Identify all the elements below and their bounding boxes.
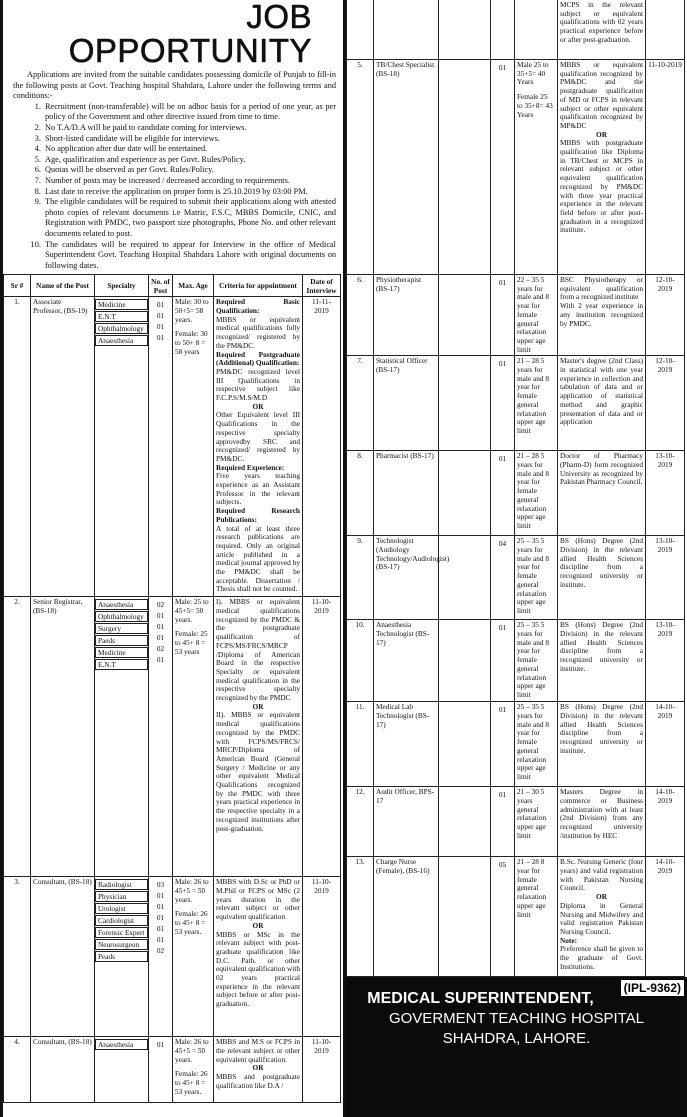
interview-date: 11-11-2019 xyxy=(303,297,341,597)
posts-cell xyxy=(149,1037,173,1103)
column-header: Max. Age xyxy=(173,275,214,297)
specialty-item: Neurosurgeon xyxy=(95,939,148,950)
column-header: Criteria for appointment xyxy=(214,275,303,297)
specialty-cell xyxy=(439,857,491,977)
criteria-cell xyxy=(558,275,646,356)
column-header: Sr # xyxy=(4,275,31,297)
criteria-text: Masters Degree in commerce or Business administration with at least (2nd Division) from any recognized university /institution by HEC xyxy=(560,787,643,840)
page-title: JOB OPPORTUNITY xyxy=(68,0,312,69)
post-name: Consultant, (BS-18) xyxy=(31,877,95,1037)
specialty-cell xyxy=(439,536,491,620)
age-text: Female: 26 to 45+ 8 = 53 years. xyxy=(175,1069,208,1096)
max-age-cell xyxy=(515,60,558,275)
empty-cell xyxy=(515,0,558,60)
table-row xyxy=(347,60,685,275)
serial-number: 13. xyxy=(347,857,374,977)
age-text: Male: 26 to 45+5 = 50 years. xyxy=(175,1037,209,1064)
table-row xyxy=(4,597,341,877)
post-name: Audit Officer, BPS-17 xyxy=(374,787,439,857)
specialty-item: Ophthalmology xyxy=(95,323,148,334)
interview-date: 14-10-2019 xyxy=(646,857,685,977)
specialty-item: Medicine xyxy=(95,299,148,310)
column-header: Specialty xyxy=(95,275,149,297)
condition-item: 7. Number of posts may be increased / decreased according to requirements. xyxy=(43,176,336,187)
post-count: 01 xyxy=(156,913,165,923)
post-count: 02 xyxy=(156,946,165,956)
specialty-cell xyxy=(95,597,149,877)
criteria-cell xyxy=(558,536,646,620)
criteria-text: BSC Physiotherapy or equivalent qualification from a recognized institute xyxy=(560,275,643,302)
criteria-text: MBBS and M.S or FCPS in the relevant subject or other equivalent qualification. xyxy=(216,1037,300,1064)
post-name: Medical Lab Technologist (BS-17) xyxy=(374,702,439,787)
right-column xyxy=(343,0,684,1117)
criteria-cell xyxy=(558,60,646,275)
specialty-item: Radiologist xyxy=(95,879,148,890)
post-name: Anaesthesia Technologist (BS-17) xyxy=(374,620,439,702)
specialty-cell xyxy=(95,1037,149,1103)
table-row xyxy=(4,877,341,1037)
serial-number: 7. xyxy=(347,356,374,451)
post-name: Statistical Officer (BS-17) xyxy=(374,356,439,451)
criteria-text: BS (Hons) Degree (2nd Division) in the relevant allied Health Sciences discipline from a recognized university or institute. xyxy=(560,702,643,755)
post-count: 01 xyxy=(156,924,165,934)
table-row xyxy=(347,536,685,620)
age-text: Male: 25 to 45+5= 50 years. xyxy=(175,597,209,624)
post-count: 01 xyxy=(156,311,165,321)
interview-date: 11-10-2019 xyxy=(303,877,341,1037)
specialty-cell xyxy=(95,297,149,597)
condition-item: 3. Short-listed candidate will be eligible for interviews. xyxy=(43,134,336,145)
post-count: 01 xyxy=(156,333,165,343)
criteria-text: II). MBBS or equivalent medical qualifications recognized by the PMDC with FCPS/MS/FRCS/ MRCP/Diploma of American Board (General Surgery / Medicine or any other equivalent Medical Qualifications recognized by the PMDC with three years practical experience in the respective specialty in a recognized institutions after post-graduation. xyxy=(216,710,300,833)
age-text: 25 – 35 5 years for male and 8 year for female general relaxation upper age limit xyxy=(517,536,550,615)
max-age-cell xyxy=(515,702,558,787)
interview-date: 13-10-2019 xyxy=(646,536,685,620)
criteria-cell xyxy=(558,0,646,60)
interview-date: 11-10-2019 xyxy=(303,597,341,877)
criteria-text: OR xyxy=(252,920,264,930)
column-header: Name of the Post xyxy=(31,275,95,297)
posts-cell xyxy=(491,60,515,275)
specialty-cell xyxy=(95,877,149,1037)
max-age-cell xyxy=(173,597,214,877)
specialty-item: Forensic Expert xyxy=(95,927,148,938)
post-count: 01 xyxy=(156,300,165,310)
age-text: Male 25 to 35+5= 40 Years xyxy=(517,60,549,87)
specialty-cell xyxy=(439,356,491,451)
post-count: 04 xyxy=(498,539,507,549)
serial-number: 9. xyxy=(347,536,374,620)
table-row xyxy=(347,275,685,356)
posts-cell xyxy=(491,275,515,356)
criteria-text: MBBS with D.Sc or PhD or M.Phil or FCPS or MSc (2 years duration in the relevant subject or other equivalent qualification xyxy=(216,877,300,922)
specialty-item: Surgery xyxy=(95,623,148,634)
post-name: Consultant, (BS-18) xyxy=(31,1037,95,1103)
footer-signature-block xyxy=(346,977,687,1117)
post-name: Charge Nurse (Female), (BS-16) xyxy=(374,857,439,977)
post-count: 05 xyxy=(498,860,507,870)
age-text: 21 – 30 5 years general relaxation upper age limit xyxy=(517,787,547,840)
serial-number: 4. xyxy=(4,1037,31,1103)
age-text: Female: 26 to 45+ 8 = 53 years. xyxy=(175,909,208,936)
specialty-item: Medicine xyxy=(95,647,148,658)
max-age-cell xyxy=(515,275,558,356)
post-count: 01 xyxy=(156,902,165,912)
age-text: 21 – 28 5 years for male and 8 year for female general relaxation upper age limit xyxy=(517,451,550,530)
left-column xyxy=(0,0,340,1117)
criteria-text: BS (Hons) Degree (2nd Division) in the relevant allied Health Sciences discipline from a recognized university or institute. xyxy=(560,620,643,673)
post-count: 01 xyxy=(498,454,507,464)
footer-hospital: GOVERMENT TEACHING HOSPITAL xyxy=(388,1010,645,1028)
post-count: 03 xyxy=(156,880,165,890)
serial-number: 10. xyxy=(347,620,374,702)
posts-cell xyxy=(491,620,515,702)
criteria-cell xyxy=(214,877,303,1037)
criteria-text: Preference shall be given to the graduate of Govt. Institutions. xyxy=(560,944,643,971)
table-row xyxy=(347,356,685,451)
condition-item: 10. The candidates will be required to appear for Interview in the office of Medical Superintendent Govt. Teaching Hospital Shahdara Lahore with original documents on following dates. xyxy=(43,240,336,272)
interview-date: 13-10-2019 xyxy=(646,451,685,536)
serial-number: 2. xyxy=(4,597,31,877)
criteria-cell xyxy=(214,297,303,597)
condition-item: 1. Recruitment (non-transferable) will be on adhoc basis for a period of one year, as per policy of the Government and other directive issued from time to time. xyxy=(43,102,336,123)
criteria-text: Other Equivalent level III Qualifications in the respective specialty approvedby SRC and recognized/ registered by PM&DC. xyxy=(216,410,300,463)
condition-item: 8. Last date to receive the application on proper form is 25.10.2019 by 03:00 PM. xyxy=(43,187,336,198)
max-age-cell xyxy=(515,451,558,536)
post-count: 02 xyxy=(156,600,165,610)
post-count: 01 xyxy=(156,611,165,621)
condition-item: 4. No application after due date will be entertained. xyxy=(43,144,336,155)
post-count: 01 xyxy=(156,891,165,901)
jobs-table xyxy=(3,274,341,1103)
posts-cell xyxy=(491,356,515,451)
age-text: 22 – 35 5 years for male and 8 year for female general relaxation upper age limit xyxy=(517,275,550,354)
column-header: Date of Interview xyxy=(303,275,341,297)
table-row-continued xyxy=(347,0,685,60)
table-row xyxy=(4,1037,341,1103)
age-text: 21 – 28 8 year for female general relaxation upper age limit xyxy=(517,857,547,919)
post-count: 02 xyxy=(156,644,165,654)
condition-item: 2. No T.A/D.A will be paid to candidate coming for interviews. xyxy=(43,123,336,134)
jobs-table-continued xyxy=(346,0,685,977)
post-name: Pharmacist (BS-17) xyxy=(374,451,439,536)
posts-cell xyxy=(491,536,515,620)
max-age-cell xyxy=(173,297,214,597)
column-header: No. of Post xyxy=(149,275,173,297)
posts-cell xyxy=(491,857,515,977)
criteria-text: MBBS or equivalent medical qualifications fully recognized/ registered by the PM&DC. xyxy=(216,314,300,350)
specialty-cell xyxy=(439,620,491,702)
interview-date: 14-10-2019 xyxy=(646,787,685,857)
criteria-text: MBBS and postgraduate qualification like D.A / xyxy=(216,1072,300,1090)
condition-item: 6. Quotas will be observed as per Govt. Rules/Policy. xyxy=(43,165,336,176)
post-count: 01 xyxy=(498,705,507,715)
specialty-item: Paeds xyxy=(95,635,148,646)
serial-number: 12. xyxy=(347,787,374,857)
criteria-text: A total of at least three research publications are required. Only an original article published in a medical journal approved by the PM&DC shall be acceptable. Dissertation / Thesis shall not be counted. xyxy=(216,523,300,594)
specialty-item: Anaesthesia xyxy=(95,1039,148,1050)
footer-location: SHAHDRA, LAHORE. xyxy=(442,1030,591,1048)
table-row xyxy=(347,857,685,977)
age-text: Female: 25 to 45+ 8 = 53 years xyxy=(175,629,208,656)
specialty-cell xyxy=(439,275,491,356)
specialty-cell xyxy=(439,451,491,536)
criteria-text: OR xyxy=(252,401,264,411)
post-count: 01 xyxy=(498,63,507,72)
intro-text: Applications are invited from the suitable candidates possessing domicile of Punjab to fill-in the following posts at Govt. Teaching hospital Shahdara, Lahore under the following terms and conditions:- xyxy=(13,70,336,101)
serial-number: 5. xyxy=(347,60,374,275)
criteria-text: OR xyxy=(596,892,607,902)
serial-number: 8. xyxy=(347,451,374,536)
posts-cell xyxy=(149,297,173,597)
max-age-cell xyxy=(515,620,558,702)
empty-cell xyxy=(439,0,491,60)
criteria-text: MCPS in the relevant subject or equivalent qualifications with 02 years practical experience before or after post-graduation. xyxy=(560,0,643,44)
post-name: Senior Registrar, (BS-18) xyxy=(31,597,95,877)
serial-number: 1. xyxy=(4,297,31,597)
table-row xyxy=(347,451,685,536)
post-name: Technologist (Audiology Technology/Audiologist) (BS-17) xyxy=(374,536,439,620)
condition-item: 5. Age, qualification and experience as per Govt. Rules/Policy. xyxy=(43,155,336,166)
specialty-item: E.N.T xyxy=(95,311,148,322)
age-text: 25 – 35 5 years for male and 8 year for female general relaxation upper age limit xyxy=(517,620,550,699)
max-age-cell xyxy=(515,787,558,857)
interview-date: 11-10-2019 xyxy=(303,1037,341,1103)
post-count: 01 xyxy=(156,935,165,945)
criteria-text: Doctor of Pharmacy (Pharm-D) form recognized University as recognized by Pakistan Pharmacy Council. xyxy=(560,451,643,487)
criteria-text: MBBS or MSc in the relevant subject with post-graduate qualification like D.C. Path. or other equivalent qualification with 02 years practical experience in the relevant subject before or after post-graduation. xyxy=(216,929,300,1009)
post-name: Associate Professor, (BS-19) xyxy=(31,297,95,597)
criteria-text: Required Postgraduate (Additional) Qualification: xyxy=(216,349,300,368)
specialty-item: Cardiologist xyxy=(95,915,148,926)
post-name: TB/Chest Specialist (BS-18) xyxy=(374,60,439,275)
age-text: Female: 30 to 50+ 8 = 58 years xyxy=(175,329,208,356)
interview-date: 14-10-2019 xyxy=(646,702,685,787)
age-text: 25 – 35 5 years for male and 8 year for female general relaxation upper age limit xyxy=(517,702,550,781)
table-row xyxy=(347,787,685,857)
posts-cell xyxy=(491,702,515,787)
empty-cell xyxy=(374,0,439,60)
criteria-text: Note: xyxy=(560,935,578,945)
criteria-text: MBBS or equivalent qualification recognized by PM&DC and the postgraduate qualification of MD or FCPS in relevant subject or other equivalent qualification recognized by MP&DC xyxy=(560,60,643,130)
post-count: 01 xyxy=(498,278,507,287)
interview-date: 12-10-2019 xyxy=(646,356,685,451)
criteria-text: With 2 year experience in any institution recognized by PMDC. xyxy=(560,301,643,328)
condition-item: 9. The eligible candidates will be required to submit their applications along with attested photo copies of relevant documents i.e Matric, F.S.C, MBBS Domicile, CNIC, and Registration with PMDC, two passport size photographs, Phone No. and other relevant documents related to post. xyxy=(43,197,336,239)
empty-cell xyxy=(347,0,374,60)
criteria-text: Diploma in General Nursing and Midwifery and valid registration Pakistan Nursing Council. xyxy=(560,900,643,936)
post-count: 01 xyxy=(156,1040,165,1050)
posts-cell xyxy=(149,597,173,877)
criteria-cell xyxy=(558,356,646,451)
post-count: 01 xyxy=(498,623,507,633)
criteria-text: MBBS with postgraduate qualification like Diploma in TB/Chest or MCPS in relevant subject or other equivalent qualification recognized by PM&DC with three year practical experience in the relevant field before or after post-graduation in a recognized institute. xyxy=(560,138,643,235)
specialty-item: Urologist xyxy=(95,903,148,914)
criteria-text: BS (Hons) Degree (2nd Division) in the relevant allied Health Sciences discipline from a recognized university or institute. xyxy=(560,536,643,589)
criteria-cell xyxy=(214,1037,303,1103)
table-row xyxy=(347,620,685,702)
specialty-item: Ophthalmology xyxy=(95,611,148,622)
criteria-text: PM&DC recognized level III Qualifications in respective subject like F.C.P.S/M.S/M.D xyxy=(216,366,300,403)
age-text: 21 – 28 5 years for male and 8 year for female general relaxation upper age limit xyxy=(517,356,550,435)
criteria-cell xyxy=(214,597,303,877)
max-age-cell xyxy=(173,877,214,1037)
specialty-cell xyxy=(439,787,491,857)
criteria-text: OR xyxy=(596,129,607,139)
post-name: Physiotherapist (BS-17) xyxy=(374,275,439,356)
max-age-cell xyxy=(515,356,558,451)
criteria-text: OR xyxy=(252,1063,264,1073)
max-age-cell xyxy=(515,536,558,620)
specialty-item: E.N.T xyxy=(95,659,148,670)
criteria-text: B.Sc. Nursing Generic (four years) and valid registration with Pakistan Nursing Council. xyxy=(560,857,643,893)
post-count: 01 xyxy=(498,790,507,800)
interview-date: 13-10-2019 xyxy=(646,620,685,702)
criteria-cell xyxy=(558,787,646,857)
criteria-text: Five years teaching experience as an Assistant Professor in the relevant subjects. xyxy=(216,471,300,507)
specialty-item: Anaesthesia xyxy=(95,335,148,346)
age-text: Female 25 to 35+8= 43 Years xyxy=(517,92,553,119)
criteria-text: Required Basic Qualification: xyxy=(216,297,300,315)
ad-code: (IPL-9362) xyxy=(620,979,685,997)
specialty-item: Peads xyxy=(95,951,148,962)
posts-cell xyxy=(149,877,173,1037)
table-row xyxy=(347,702,685,787)
posts-cell xyxy=(491,787,515,857)
post-count: 01 xyxy=(156,322,165,332)
empty-cell xyxy=(491,0,515,60)
max-age-cell xyxy=(173,1037,214,1103)
criteria-text: Required Research Publications: xyxy=(216,506,300,524)
empty-cell xyxy=(646,0,685,60)
post-count: 01 xyxy=(498,359,507,369)
footer-title: MEDICAL SUPERINTENDENT, xyxy=(367,990,594,1008)
criteria-cell xyxy=(558,857,646,977)
specialty-cell xyxy=(439,60,491,275)
max-age-cell xyxy=(515,857,558,977)
posts-cell xyxy=(491,451,515,536)
criteria-cell xyxy=(558,620,646,702)
specialty-cell xyxy=(439,702,491,787)
age-text: Male: 30 to 50+5= 58 years. xyxy=(175,297,209,324)
interview-date: 11-10-2019 xyxy=(646,60,685,275)
interview-date: 12-10-2019 xyxy=(646,275,685,356)
criteria-cell xyxy=(558,451,646,536)
post-count: 01 xyxy=(156,622,165,632)
serial-number: 6. xyxy=(347,275,374,356)
post-count: 01 xyxy=(156,633,165,643)
serial-number: 11. xyxy=(347,702,374,787)
criteria-text: Master's degree (2nd Class) in statistical with one year experience in collection and tabulation of data and or application of statistical method and graphic presentation of data and or application xyxy=(560,356,643,427)
criteria-text: I). MBBS or equivalent medical qualifications recognized by the PMDC & the postgraduate qualification of FCPS/MS/FRCS/MRCP /Diploma of American Board in the respective Specialty or equivalent medical qualification in the respective specialty recognized by the PMDC xyxy=(216,597,300,703)
conditions-list xyxy=(13,102,336,272)
criteria-cell xyxy=(558,702,646,787)
post-count: 01 xyxy=(156,655,165,665)
age-text: Male: 26 to 45+5 = 50 years. xyxy=(175,877,209,904)
serial-number: 3. xyxy=(4,877,31,1037)
criteria-text: OR xyxy=(252,701,264,711)
specialty-item: Anaesthesia xyxy=(95,599,148,610)
specialty-item: Physician xyxy=(95,891,148,902)
criteria-text: Required Experience: xyxy=(216,462,285,472)
table-row xyxy=(4,297,341,597)
intro-section xyxy=(3,68,340,271)
